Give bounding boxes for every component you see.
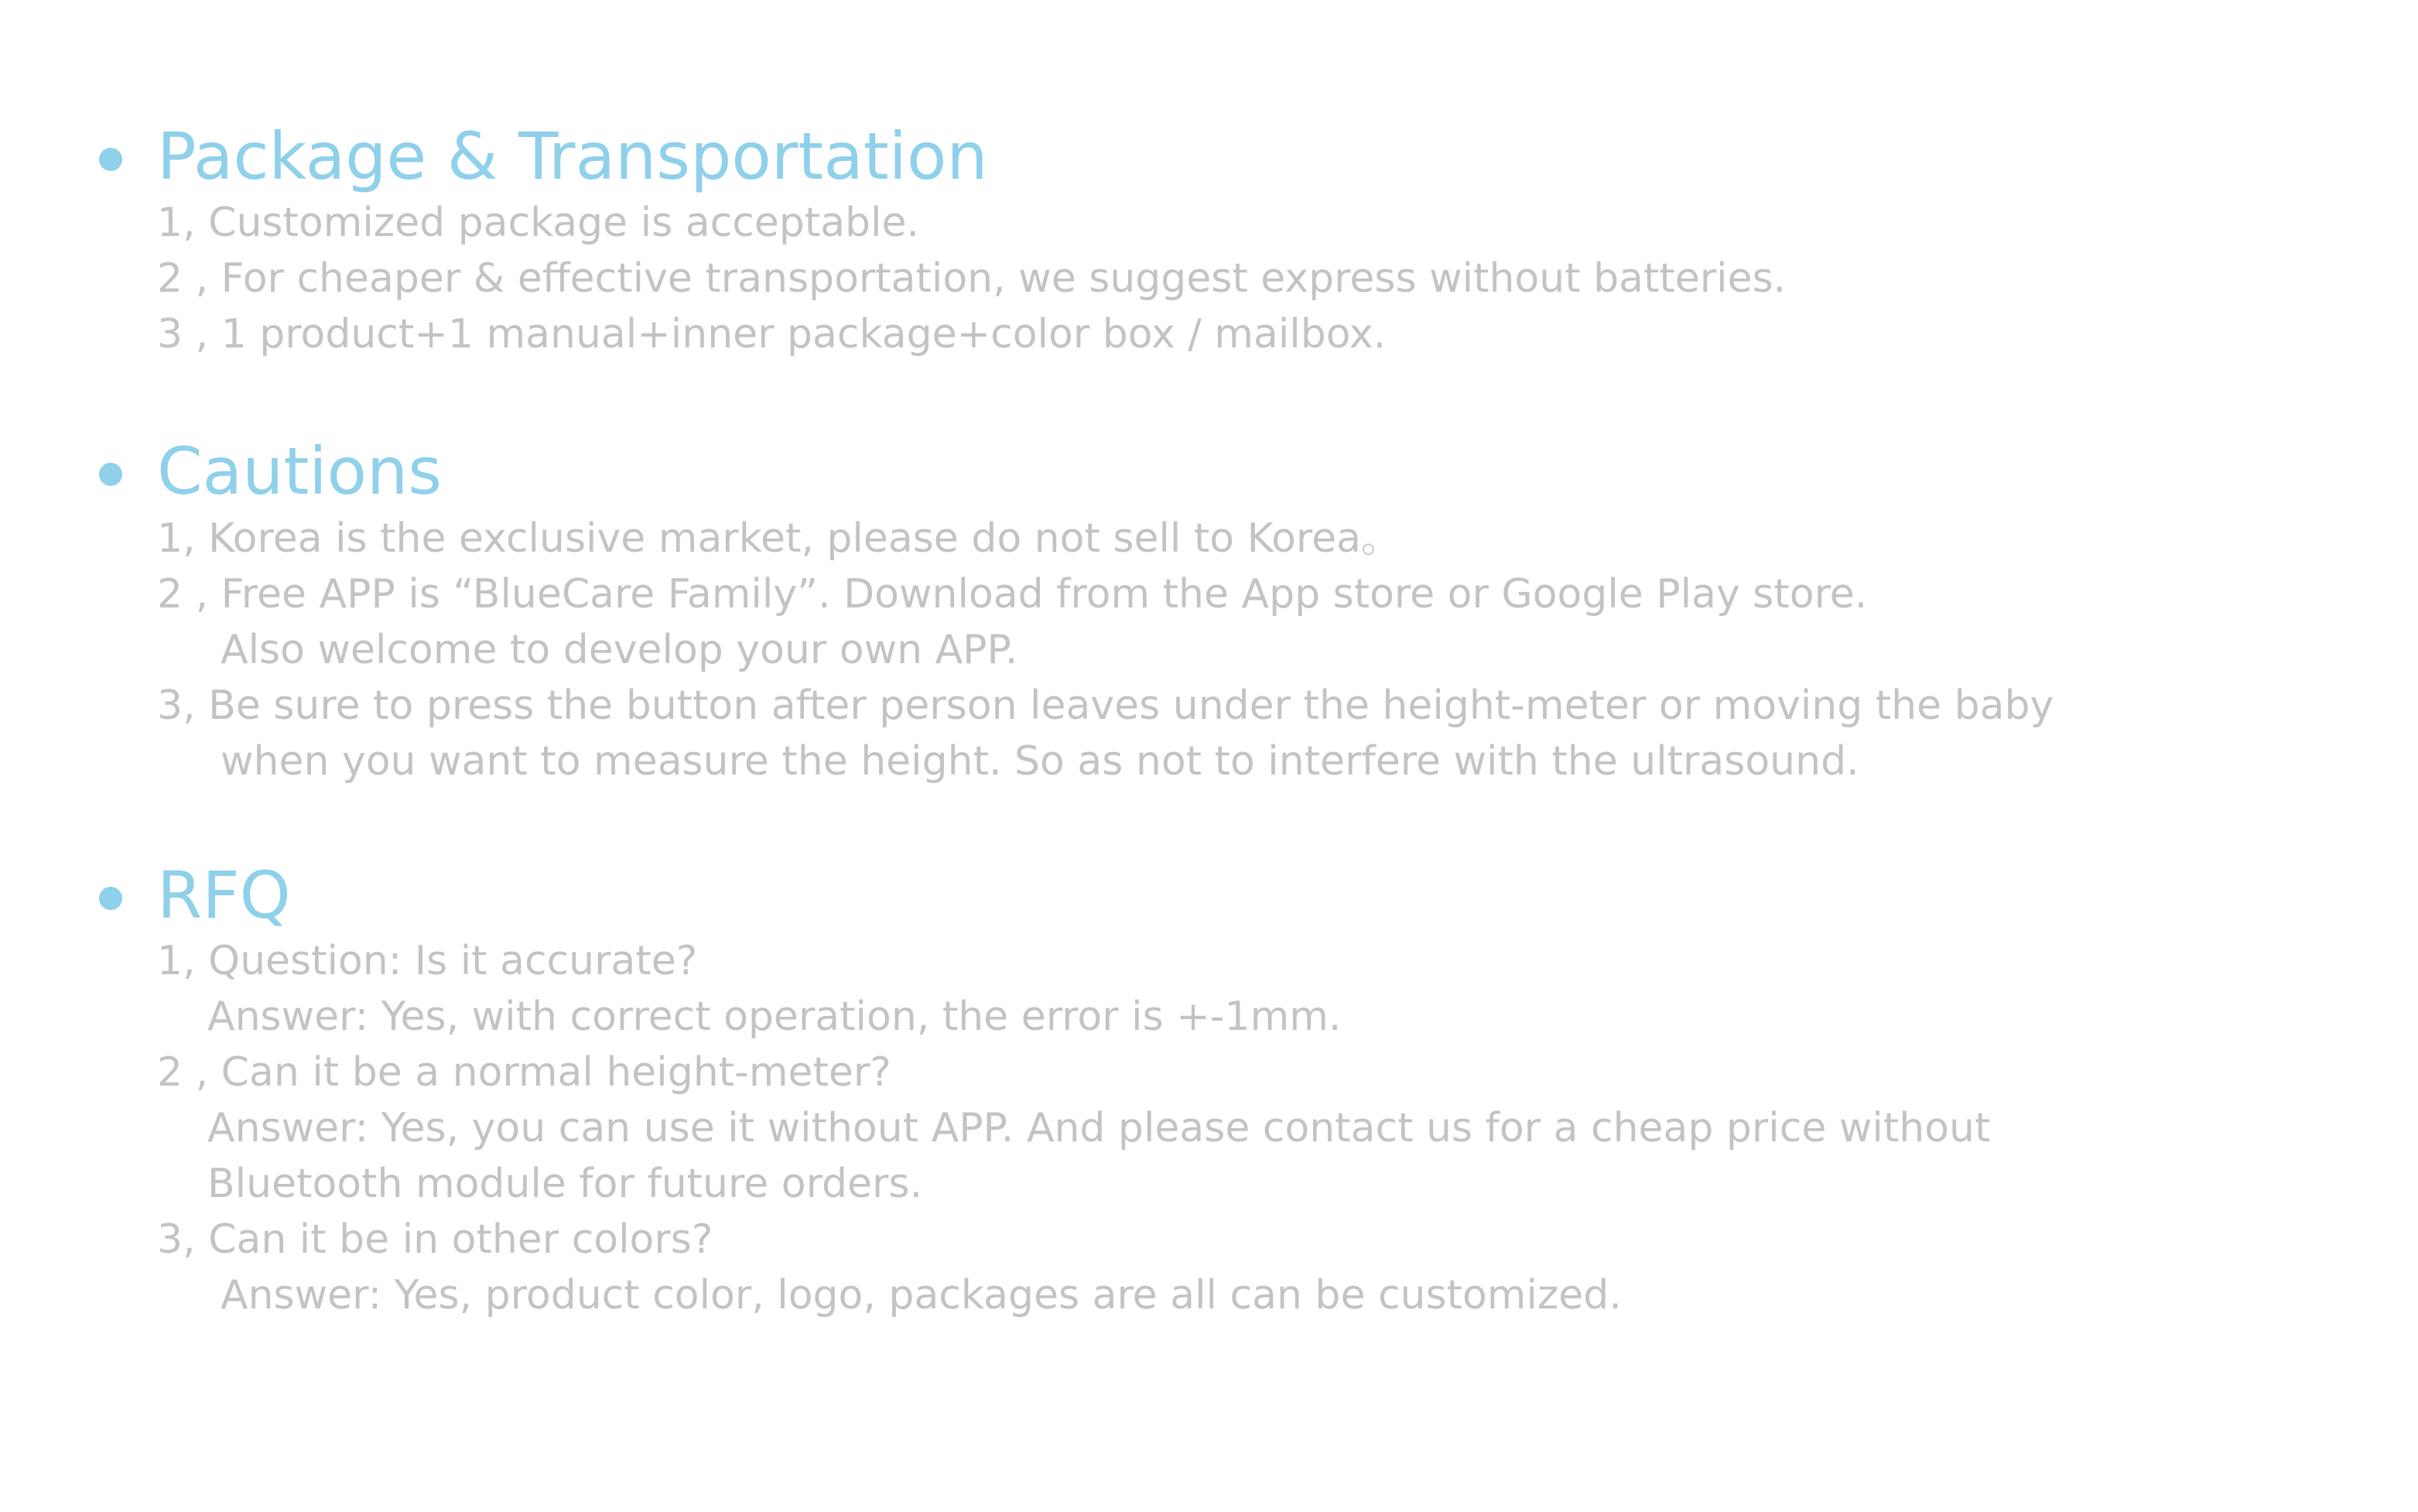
list-item: 3, Be sure to press the button after person leaves under the height-meter or moving the baby <box>157 682 2054 729</box>
section-heading: Package & Transportation <box>157 118 988 194</box>
list-item-continuation: when you want to measure the height. So as not to interfere with the ultrasound. <box>221 738 1859 785</box>
question-item: 2 , Can it be a normal height-meter? <box>157 1049 891 1096</box>
section-heading: Cautions <box>157 433 443 509</box>
section-heading: RFQ <box>157 857 291 933</box>
list-item: 2 , For cheaper & effective transportation, we suggest express without batteries. <box>157 255 1787 302</box>
bullet-dot-icon <box>99 148 122 171</box>
list-item: 1, Customized package is acceptable. <box>157 200 920 246</box>
list-item: 2 , Free APP is “BlueCare Family”. Download from the App store or Google Play store. <box>157 571 1868 617</box>
answer-item: Answer: Yes, you can use it without APP. And please contact us for a cheap price without <box>207 1105 1991 1151</box>
question-item: 1, Question: Is it accurate? <box>157 938 698 984</box>
bullet-dot-icon <box>99 887 122 910</box>
question-item: 3, Can it be in other colors? <box>157 1216 713 1263</box>
list-item-continuation: Also welcome to develop your own APP. <box>221 627 1018 673</box>
answer-item: Answer: Yes, product color, logo, packages are all can be customized. <box>221 1272 1622 1319</box>
list-item: 3 , 1 product+1 manual+inner package+color box / mailbox. <box>157 311 1387 357</box>
bullet-dot-icon <box>99 463 122 486</box>
list-item: 1, Korea is the exclusive market, please do not sell to Korea。 <box>157 515 1402 562</box>
answer-item-continuation: Bluetooth module for future orders. <box>207 1161 923 1207</box>
answer-item: Answer: Yes, with correct operation, the error is +-1mm. <box>207 994 1342 1040</box>
